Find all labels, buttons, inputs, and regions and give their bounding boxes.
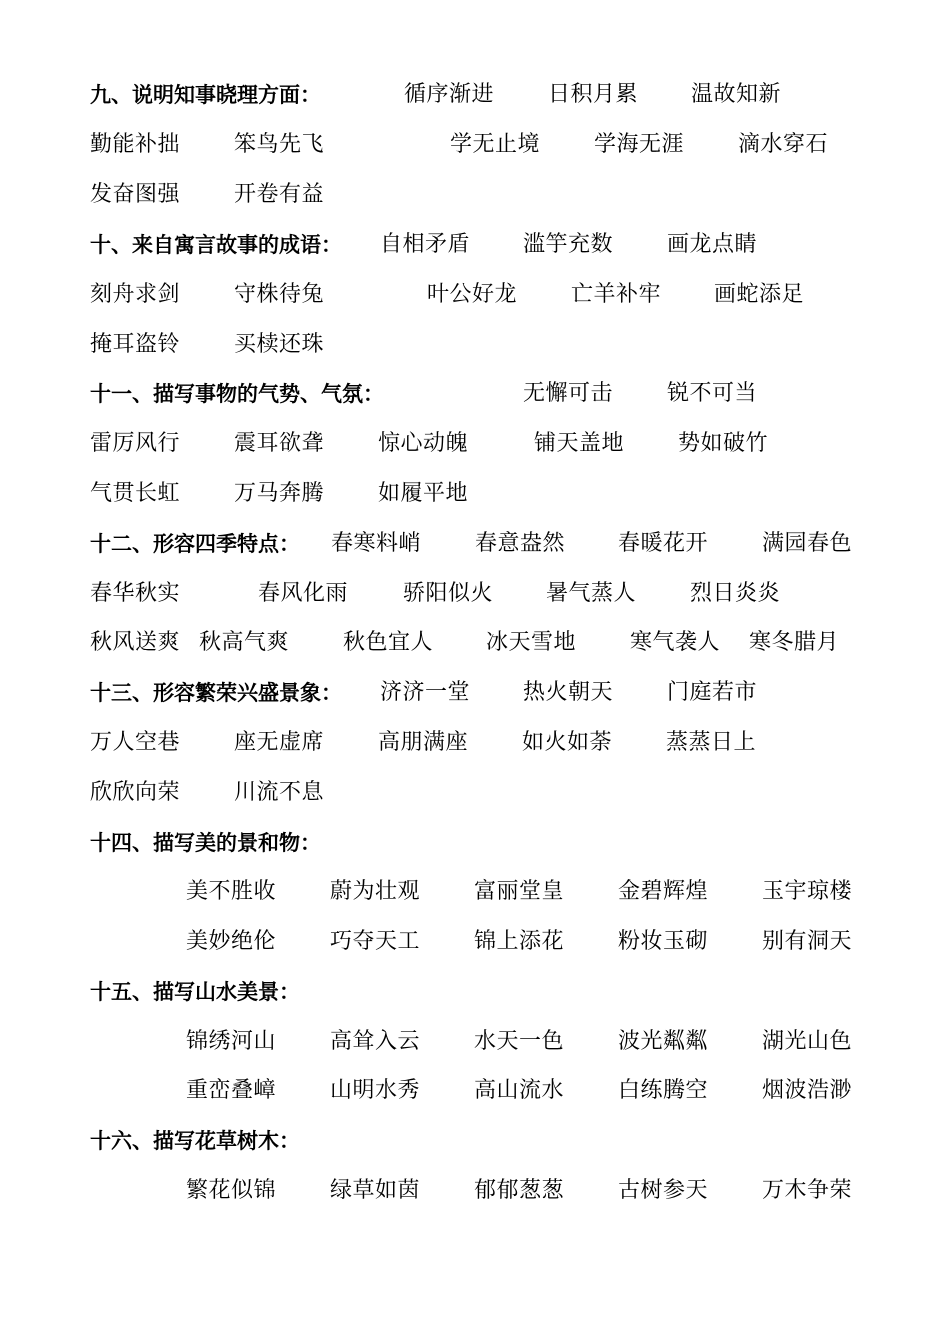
section-heading: 九、说明知事晓理方面： [90,83,321,107]
idiom: 循序渐进 [404,82,495,107]
idiom: 如履平地 [378,481,469,506]
section-10-line-2 [0,275,950,315]
idiom: 座无虚席 [234,730,325,755]
idiom: 金碧辉煌 [618,879,709,904]
idiom: 春风化雨 [258,581,349,606]
idiom: 掩耳盗铃 [90,332,181,357]
idiom: 如火如荼 [522,730,613,755]
idiom: 守株待兔 [234,282,325,307]
idiom: 春寒料峭 [331,531,422,556]
section-15-line-3 [0,1071,950,1111]
idiom: 美不胜收 [186,879,277,904]
idiom: 刻舟求剑 [90,282,181,307]
idiom: 自相矛盾 [380,232,471,257]
idiom: 叶公好龙 [427,282,518,307]
idiom: 学无止境 [450,132,541,157]
idiom: 锐不可当 [667,381,758,406]
idiom: 发奋图强 [90,182,181,207]
idiom: 繁花似锦 [186,1178,277,1203]
idiom: 波光粼粼 [618,1029,709,1054]
idiom: 勤能补拙 [90,132,181,157]
section-13-line-1 [0,673,950,713]
idiom: 高山流水 [474,1078,565,1103]
idiom: 寒气袭人 [630,630,721,655]
section-9-line-2 [0,125,950,165]
idiom: 买椟还珠 [234,332,325,357]
idiom: 无懈可击 [523,381,614,406]
section-heading: 十六、描写花草树木： [90,1129,300,1153]
idiom: 暑气蒸人 [546,581,637,606]
idiom: 秋高气爽 [199,630,290,655]
idiom: 绿草如茵 [330,1178,421,1203]
idiom: 铺天盖地 [534,431,625,456]
idiom: 春暖花开 [618,531,709,556]
idiom: 画龙点睛 [667,232,758,257]
section-15-line-1 [0,972,950,1012]
idiom: 骄阳似火 [403,581,494,606]
section-11-line-3 [0,474,950,514]
idiom: 万人空巷 [90,730,181,755]
idiom: 滥竽充数 [523,232,614,257]
idiom: 震耳欲聋 [234,431,325,456]
section-heading: 十五、描写山水美景： [90,980,300,1004]
section-9-line-1 [0,75,950,115]
idiom: 烟波浩渺 [762,1078,853,1103]
idiom: 蒸蒸日上 [666,730,757,755]
section-13-line-3 [0,773,950,813]
section-12-line-2 [0,574,950,614]
idiom: 高耸入云 [330,1029,421,1054]
section-13-line-2 [0,723,950,763]
idiom: 富丽堂皇 [474,879,565,904]
section-11-line-2 [0,424,950,464]
idiom: 烈日炎炎 [690,581,781,606]
idiom: 寒冬腊月 [749,630,840,655]
idiom: 蔚为壮观 [330,879,421,904]
section-16-line-1 [0,1121,950,1161]
idiom: 锦绣河山 [186,1029,277,1054]
idiom: 别有洞天 [762,929,853,954]
section-10-line-1 [0,225,950,265]
idiom: 万马奔腾 [234,481,325,506]
idiom: 重峦叠嶂 [186,1078,277,1103]
idiom: 秋风送爽 [90,630,181,655]
idiom: 满园春色 [762,531,853,556]
section-12-line-1 [0,524,950,564]
idiom: 学海无涯 [594,132,685,157]
idiom: 欣欣向荣 [90,780,181,805]
idiom: 惊心动魄 [378,431,469,456]
section-9-line-3 [0,175,950,215]
section-14-line-2 [0,872,950,912]
section-12-line-3 [0,623,950,663]
idiom: 高朋满座 [378,730,469,755]
idiom: 亡羊补牢 [571,282,662,307]
idiom: 滴水穿石 [738,132,829,157]
section-14-line-1 [0,823,950,863]
idiom: 笨鸟先飞 [234,132,325,157]
section-14-line-3 [0,922,950,962]
section-heading: 十二、形容四季特点： [90,532,300,556]
section-heading: 十三、形容繁荣兴盛景象： [90,681,342,705]
idiom: 雷厉风行 [90,431,181,456]
idiom: 开卷有益 [234,182,325,207]
idiom: 冰天雪地 [486,630,577,655]
section-heading: 十一、描写事物的气势、气氛： [90,382,384,406]
idiom: 万木争荣 [762,1178,853,1203]
section-heading: 十四、描写美的景和物： [90,831,321,855]
idiom: 古树参天 [618,1178,709,1203]
section-16-line-2 [0,1171,950,1211]
idiom: 巧夺天工 [330,929,421,954]
idiom: 玉宇琼楼 [762,879,853,904]
idiom: 粉妆玉砌 [618,929,709,954]
idiom: 郁郁葱葱 [474,1178,565,1203]
section-10-line-3 [0,325,950,365]
idiom: 春华秋实 [90,581,181,606]
section-heading: 十、来自寓言故事的成语： [90,233,342,257]
idiom: 川流不息 [234,780,325,805]
idiom: 山明水秀 [330,1078,421,1103]
idiom: 美妙绝伦 [186,929,277,954]
section-11-line-1 [0,374,950,414]
idiom: 气贯长虹 [90,481,181,506]
idiom: 门庭若市 [667,680,758,705]
idiom: 热火朝天 [523,680,614,705]
idiom: 温故知新 [691,82,782,107]
section-15-line-2 [0,1022,950,1062]
idiom: 锦上添花 [474,929,565,954]
idiom: 画蛇添足 [714,282,805,307]
idiom: 白练腾空 [618,1078,709,1103]
idiom: 湖光山色 [762,1029,853,1054]
idiom: 春意盎然 [475,531,566,556]
idiom: 济济一堂 [380,680,471,705]
idiom: 水天一色 [474,1029,565,1054]
idiom: 秋色宜人 [343,630,434,655]
idiom: 日积月累 [548,82,639,107]
idiom: 势如破竹 [678,431,769,456]
